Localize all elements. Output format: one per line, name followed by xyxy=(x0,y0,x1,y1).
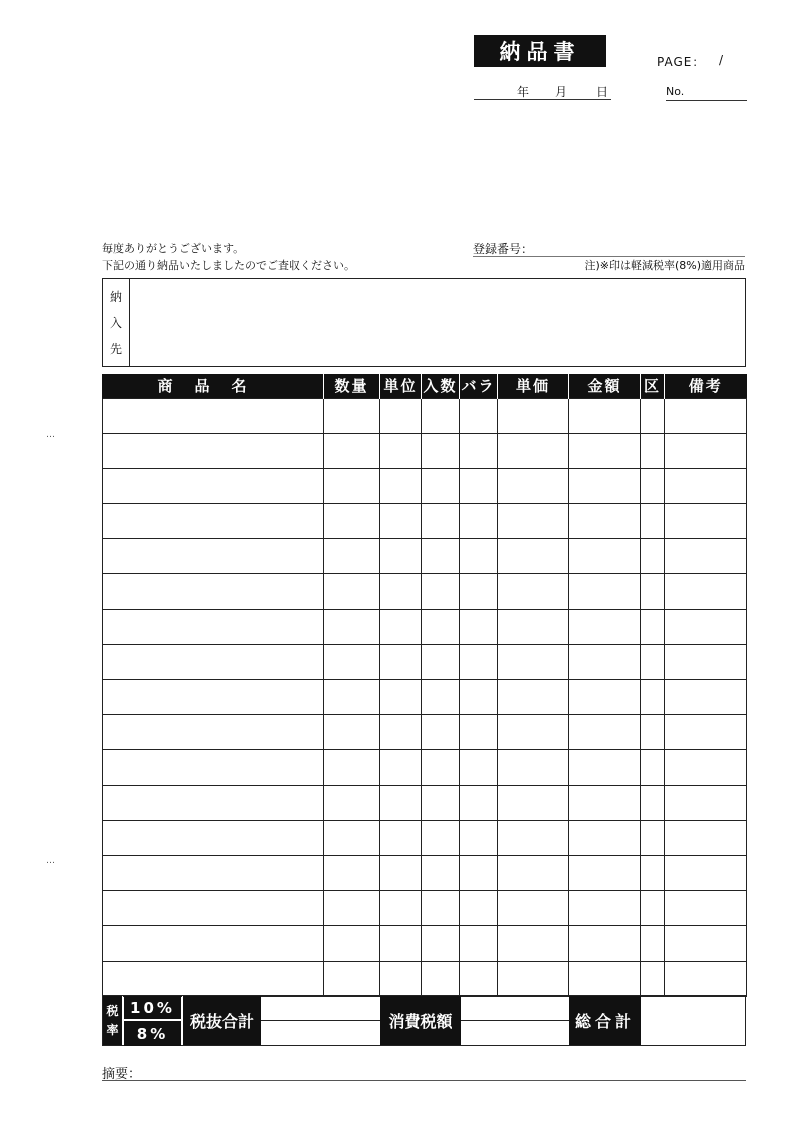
destination-label-char: 納 xyxy=(109,289,122,304)
tax-rate-label xyxy=(103,996,123,1045)
cell-remarks[interactable] xyxy=(665,855,747,890)
cell-loose[interactable] xyxy=(460,715,498,750)
cell-amount[interactable] xyxy=(569,398,641,433)
table-row xyxy=(103,750,747,785)
memo-label: 摘要： xyxy=(102,1067,142,1082)
cell-unit-price[interactable] xyxy=(498,855,569,890)
cell-product-name[interactable] xyxy=(103,961,324,996)
cell-pack-count[interactable] xyxy=(422,785,460,820)
table-row xyxy=(103,468,747,503)
cell-quantity[interactable] xyxy=(324,504,380,539)
cell-loose[interactable] xyxy=(460,398,498,433)
cell-pack-count[interactable] xyxy=(422,574,460,609)
cell-loose[interactable] xyxy=(460,504,498,539)
cell-unit-price[interactable] xyxy=(498,891,569,926)
cell-product-name[interactable] xyxy=(103,433,324,468)
memo-field[interactable] xyxy=(102,1080,746,1081)
table-row xyxy=(103,855,747,890)
cell-remarks[interactable] xyxy=(665,750,747,785)
cell-quantity[interactable] xyxy=(324,574,380,609)
cell-amount[interactable] xyxy=(569,539,641,574)
cell-category[interactable] xyxy=(641,750,665,785)
date-year-unit: 年 xyxy=(517,85,530,99)
cell-category[interactable] xyxy=(641,398,665,433)
cell-amount[interactable] xyxy=(569,785,641,820)
cell-remarks[interactable] xyxy=(665,433,747,468)
cell-amount[interactable] xyxy=(569,926,641,961)
table-row xyxy=(103,398,747,433)
cell-product-name[interactable] xyxy=(103,715,324,750)
tax-rate-10: 10% xyxy=(124,996,181,1020)
cell-amount[interactable] xyxy=(569,609,641,644)
cell-unit-price[interactable] xyxy=(498,539,569,574)
cell-loose[interactable] xyxy=(460,680,498,715)
table-row xyxy=(103,609,747,644)
cell-category[interactable] xyxy=(641,609,665,644)
cell-remarks[interactable] xyxy=(665,891,747,926)
column-header-unit-price: 単価 xyxy=(498,374,569,398)
cell-quantity[interactable] xyxy=(324,785,380,820)
cell-unit[interactable] xyxy=(380,926,422,961)
cell-amount[interactable] xyxy=(569,504,641,539)
cell-loose[interactable] xyxy=(460,539,498,574)
table-row xyxy=(103,680,747,715)
greeting-line-1: 毎度ありがとうございます。 xyxy=(102,242,245,255)
cell-product-name[interactable] xyxy=(103,609,324,644)
cell-loose[interactable] xyxy=(460,750,498,785)
greeting-line-2: 下記の通り納品いたしましたのでご査収ください。 xyxy=(102,259,355,272)
tax-rate-label-char: 税 xyxy=(106,1003,119,1018)
cell-amount[interactable] xyxy=(569,855,641,890)
column-header-category: 区 xyxy=(641,374,665,398)
cell-loose[interactable] xyxy=(460,609,498,644)
column-header-unit: 単位 xyxy=(380,374,422,398)
cell-loose[interactable] xyxy=(460,855,498,890)
delivery-destination-box xyxy=(102,278,746,367)
table-row xyxy=(103,715,747,750)
cell-loose[interactable] xyxy=(460,433,498,468)
cell-category[interactable] xyxy=(641,820,665,855)
subtotal-field[interactable] xyxy=(261,996,380,1045)
cell-unit[interactable] xyxy=(380,961,422,996)
cell-product-name[interactable] xyxy=(103,926,324,961)
table-header-row xyxy=(103,374,747,398)
cell-unit[interactable] xyxy=(380,609,422,644)
cell-pack-count[interactable] xyxy=(422,644,460,679)
cell-pack-count[interactable] xyxy=(422,504,460,539)
cell-category[interactable] xyxy=(641,715,665,750)
cell-amount[interactable] xyxy=(569,468,641,503)
cell-pack-count[interactable] xyxy=(422,891,460,926)
cell-remarks[interactable] xyxy=(665,644,747,679)
table-row xyxy=(103,504,747,539)
cell-quantity[interactable] xyxy=(324,750,380,785)
registration-number-label: 登録番号： xyxy=(473,242,534,256)
cell-remarks[interactable] xyxy=(665,785,747,820)
table-row xyxy=(103,574,747,609)
cell-quantity[interactable] xyxy=(324,433,380,468)
cell-category[interactable] xyxy=(641,644,665,679)
cell-product-name[interactable] xyxy=(103,785,324,820)
cell-pack-count[interactable] xyxy=(422,926,460,961)
cell-unit[interactable] xyxy=(380,855,422,890)
cell-unit[interactable] xyxy=(380,820,422,855)
cell-unit[interactable] xyxy=(380,785,422,820)
cell-quantity[interactable] xyxy=(324,715,380,750)
cell-pack-count[interactable] xyxy=(422,468,460,503)
cell-unit-price[interactable] xyxy=(498,433,569,468)
cell-quantity[interactable] xyxy=(324,398,380,433)
cell-product-name[interactable] xyxy=(103,539,324,574)
table-row xyxy=(103,926,747,961)
cell-pack-count[interactable] xyxy=(422,433,460,468)
cell-remarks[interactable] xyxy=(665,926,747,961)
table-row xyxy=(103,961,747,996)
items-table xyxy=(102,374,747,997)
grand-total-field[interactable] xyxy=(641,996,745,1045)
cell-unit[interactable] xyxy=(380,644,422,679)
cell-amount[interactable] xyxy=(569,891,641,926)
cell-category[interactable] xyxy=(641,891,665,926)
cell-remarks[interactable] xyxy=(665,609,747,644)
cell-loose[interactable] xyxy=(460,820,498,855)
table-row xyxy=(103,539,747,574)
table-row xyxy=(103,785,747,820)
cell-unit-price[interactable] xyxy=(498,961,569,996)
reduced-tax-note: 注)※印は軽減税率(8%)適用商品 xyxy=(584,259,745,272)
delivery-destination-label xyxy=(103,279,130,366)
cell-quantity[interactable] xyxy=(324,680,380,715)
document-title: 納品書 xyxy=(474,35,606,67)
cell-unit-price[interactable] xyxy=(498,715,569,750)
tax-amount-label: 消費税額 xyxy=(380,996,461,1045)
cell-unit-price[interactable] xyxy=(498,468,569,503)
cell-unit[interactable] xyxy=(380,539,422,574)
cell-remarks[interactable] xyxy=(665,504,747,539)
margin-mark: … xyxy=(46,856,56,866)
cell-product-name[interactable] xyxy=(103,574,324,609)
cell-amount[interactable] xyxy=(569,715,641,750)
document-number-field[interactable] xyxy=(666,100,747,101)
cell-product-name[interactable] xyxy=(103,820,324,855)
cell-quantity[interactable] xyxy=(324,644,380,679)
cell-remarks[interactable] xyxy=(665,961,747,996)
cell-loose[interactable] xyxy=(460,961,498,996)
cell-remarks[interactable] xyxy=(665,715,747,750)
grand-total-label: 総合計 xyxy=(569,996,641,1045)
cell-quantity[interactable] xyxy=(324,961,380,996)
cell-unit[interactable] xyxy=(380,504,422,539)
cell-unit-price[interactable] xyxy=(498,926,569,961)
column-header-pack-count: 入数 xyxy=(422,374,460,398)
cell-unit-price[interactable] xyxy=(498,680,569,715)
cell-category[interactable] xyxy=(641,539,665,574)
cell-unit-price[interactable] xyxy=(498,785,569,820)
cell-amount[interactable] xyxy=(569,644,641,679)
cell-product-name[interactable] xyxy=(103,891,324,926)
cell-category[interactable] xyxy=(641,680,665,715)
cell-unit[interactable] xyxy=(380,433,422,468)
items-table-body xyxy=(103,398,747,996)
cell-product-name[interactable] xyxy=(103,750,324,785)
tax-rate-label-char: 率 xyxy=(106,1022,119,1037)
cell-unit-price[interactable] xyxy=(498,609,569,644)
cell-category[interactable] xyxy=(641,574,665,609)
cell-unit[interactable] xyxy=(380,398,422,433)
cell-quantity[interactable] xyxy=(324,855,380,890)
destination-label-char: 入 xyxy=(109,315,122,330)
cell-amount[interactable] xyxy=(569,433,641,468)
tax-rate-8: 8% xyxy=(124,1021,181,1046)
cell-quantity[interactable] xyxy=(324,891,380,926)
cell-pack-count[interactable] xyxy=(422,750,460,785)
cell-unit[interactable] xyxy=(380,715,422,750)
cell-category[interactable] xyxy=(641,504,665,539)
cell-pack-count[interactable] xyxy=(422,680,460,715)
cell-loose[interactable] xyxy=(460,574,498,609)
cell-unit[interactable] xyxy=(380,574,422,609)
cell-unit-price[interactable] xyxy=(498,750,569,785)
cell-unit[interactable] xyxy=(380,680,422,715)
cell-product-name[interactable] xyxy=(103,644,324,679)
cell-amount[interactable] xyxy=(569,680,641,715)
cell-unit-price[interactable] xyxy=(498,644,569,679)
cell-remarks[interactable] xyxy=(665,468,747,503)
cell-unit-price[interactable] xyxy=(498,820,569,855)
cell-remarks[interactable] xyxy=(665,398,747,433)
cell-unit-price[interactable] xyxy=(498,504,569,539)
cell-category[interactable] xyxy=(641,468,665,503)
cell-product-name[interactable] xyxy=(103,855,324,890)
column-header-remarks: 備考 xyxy=(665,374,747,398)
cell-product-name[interactable] xyxy=(103,468,324,503)
table-row xyxy=(103,433,747,468)
cell-pack-count[interactable] xyxy=(422,961,460,996)
document-number-label: No. xyxy=(666,85,685,98)
cell-category[interactable] xyxy=(641,785,665,820)
page-label: PAGE： xyxy=(657,55,706,69)
cell-remarks[interactable] xyxy=(665,820,747,855)
cell-category[interactable] xyxy=(641,926,665,961)
cell-loose[interactable] xyxy=(460,785,498,820)
cell-product-name[interactable] xyxy=(103,680,324,715)
column-header-loose: バラ xyxy=(460,374,498,398)
cell-unit[interactable] xyxy=(380,750,422,785)
cell-product-name[interactable] xyxy=(103,504,324,539)
cell-remarks[interactable] xyxy=(665,574,747,609)
column-header-product-name: 商品名 xyxy=(103,374,324,398)
delivery-destination-field[interactable] xyxy=(131,279,745,366)
cell-loose[interactable] xyxy=(460,644,498,679)
tax-amount-field[interactable] xyxy=(461,996,569,1045)
cell-product-name[interactable] xyxy=(103,398,324,433)
cell-amount[interactable] xyxy=(569,750,641,785)
cell-pack-count[interactable] xyxy=(422,715,460,750)
cell-pack-count[interactable] xyxy=(422,820,460,855)
subtotal-label: 税抜合計 xyxy=(182,996,261,1045)
cell-amount[interactable] xyxy=(569,961,641,996)
cell-unit-price[interactable] xyxy=(498,574,569,609)
cell-quantity[interactable] xyxy=(324,926,380,961)
cell-category[interactable] xyxy=(641,961,665,996)
cell-amount[interactable] xyxy=(569,820,641,855)
cell-unit[interactable] xyxy=(380,891,422,926)
date-underline xyxy=(474,99,611,100)
cell-quantity[interactable] xyxy=(324,468,380,503)
cell-pack-count[interactable] xyxy=(422,539,460,574)
page-separator: / xyxy=(719,53,724,67)
cell-quantity[interactable] xyxy=(324,820,380,855)
cell-amount[interactable] xyxy=(569,574,641,609)
cell-loose[interactable] xyxy=(460,891,498,926)
totals-section xyxy=(102,995,746,1046)
cell-loose[interactable] xyxy=(460,926,498,961)
margin-mark: … xyxy=(46,430,56,440)
cell-category[interactable] xyxy=(641,855,665,890)
table-row xyxy=(103,820,747,855)
table-row xyxy=(103,891,747,926)
cell-pack-count[interactable] xyxy=(422,855,460,890)
column-header-quantity: 数量 xyxy=(324,374,380,398)
cell-quantity[interactable] xyxy=(324,609,380,644)
cell-remarks[interactable] xyxy=(665,539,747,574)
cell-unit[interactable] xyxy=(380,468,422,503)
date-day-unit: 日 xyxy=(596,85,609,99)
destination-label-char: 先 xyxy=(109,342,122,357)
cell-loose[interactable] xyxy=(460,468,498,503)
table-row xyxy=(103,644,747,679)
cell-unit-price[interactable] xyxy=(498,398,569,433)
cell-pack-count[interactable] xyxy=(422,398,460,433)
cell-category[interactable] xyxy=(641,433,665,468)
cell-remarks[interactable] xyxy=(665,680,747,715)
date-month-unit: 月 xyxy=(555,85,568,99)
cell-pack-count[interactable] xyxy=(422,609,460,644)
cell-quantity[interactable] xyxy=(324,539,380,574)
column-header-amount: 金額 xyxy=(569,374,641,398)
